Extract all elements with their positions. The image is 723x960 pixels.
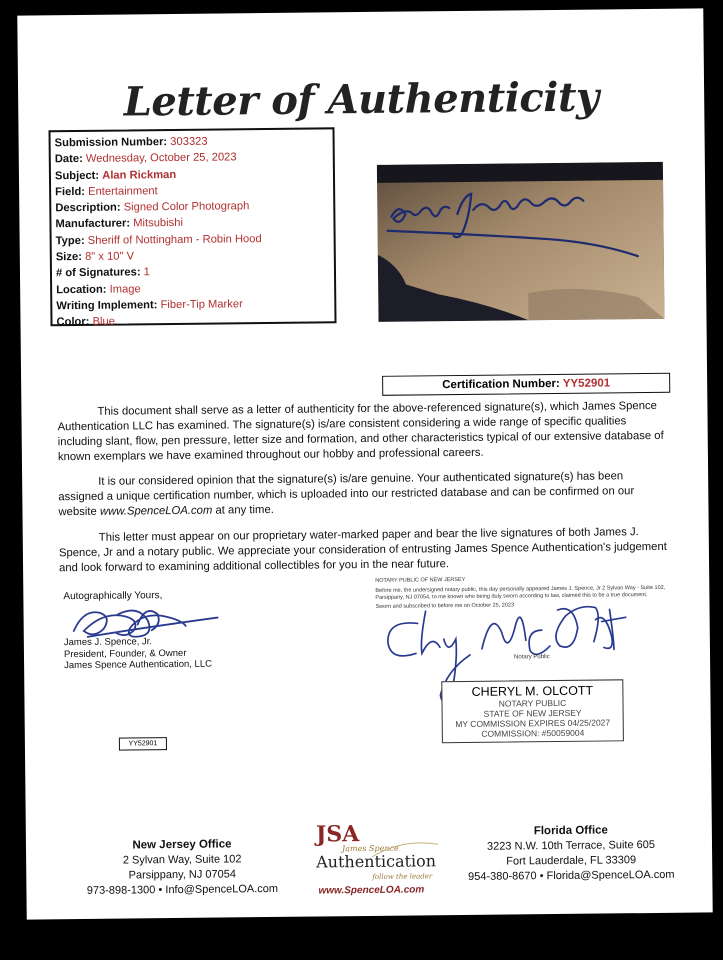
signer-name: James J. Spence, Jr. (63, 636, 153, 649)
jsa-logo (302, 816, 448, 898)
info-row: # of Signatures: 1 (55, 266, 150, 280)
notary-heading: NOTARY PUBLIC OF NEW JERSEY (375, 576, 466, 584)
submission-info-box (48, 127, 336, 329)
nj-office-block: New Jersey Office 2 Sylvan Way, Suite 102 Parsippany, NJ 07054 973-898-1300 • Info@SpenceLOA.com (86, 838, 279, 897)
notary-sworn: Sworn and subscribed to before me on October 25, 2023 (375, 602, 515, 610)
info-row: Subject: Alan Rickman (54, 168, 177, 182)
info-row: Writing Implement: Fiber-Tip Marker (56, 298, 243, 313)
nj-email-link[interactable]: Info@SpenceLOA.com (165, 882, 279, 897)
notary-name: CHERYL M. OLCOTT (471, 683, 594, 699)
notary-signature-caption: Notary Public (514, 654, 550, 661)
logo-tagline: follow the leader (372, 872, 433, 881)
info-row: Field: Entertainment (55, 185, 158, 199)
signer-company: James Spence Authentication, LLC (64, 658, 213, 672)
signed-photo-image (377, 162, 665, 322)
info-row: Color: Blue (56, 315, 116, 329)
info-row: Size: 8" x 10" V (55, 250, 135, 264)
reference-number-sticker: YY52901 (119, 737, 167, 751)
website-link[interactable]: www.SpenceLOA.com (99, 504, 213, 518)
fl-office-block: Florida Office 3223 N.W. 10th Terrace, Suite 605 Fort Lauderdale, FL 33309 954-380-8670 • Florida@SpenceLOA.com (468, 824, 675, 883)
signer-role: President, Founder, & Owner (63, 647, 187, 660)
logo-authentication: Authentication (316, 851, 437, 872)
signer-block (64, 636, 212, 672)
logo-brand: James Spence (341, 843, 399, 854)
page-title: Letter of Authenticity (123, 73, 599, 126)
info-row: Location: Image (56, 283, 141, 296)
fl-email-link[interactable]: Florida@SpenceLOA.com (546, 868, 675, 883)
paragraph-examination: This document shall serve as a letter of authenticity for the above-referenced signature(s), which James Spence Authentication LLC has examined. The signature(s) is/are consistent considering a wide range of specific qualities including slant, flow, pen pressure, letter size and formation, and other characteristics typical of our extensive database of known exemplars we have examined throughout our hobby and professional careers. (57, 399, 664, 464)
info-row: Submission Number: 303323 (54, 135, 208, 150)
info-row: Manufacturer: Mitsubishi (55, 217, 183, 231)
paragraph-opinion: It is our considered opinion that the signature(s) is/are genuine. Your authenticated signature(s) has been assigned a unique certification number, which is uploaded into our restricted database and can be confirmed on our website www.SpenceLOA.com at any time. (58, 470, 635, 519)
logo-website[interactable]: www.SpenceLOA.com (318, 884, 425, 897)
paragraph-requirements: This letter must appear on our proprietary water-marked paper and bear the live signatures of both James J. Spence, Jr and a notary public. We appreciate your consideration of entrusting James Spence Authentication's judgement and look forward to examining additional collectibles for you in the near future. (58, 526, 667, 575)
logo-jsa: JSA (315, 821, 360, 848)
closing-text: Autographically Yours, (63, 590, 163, 603)
certification-number-box: Certification Number: YY52901 (382, 373, 670, 396)
info-row: Type: Sheriff of Nottingham - Robin Hood (55, 232, 262, 248)
info-row: Date: Wednesday, October 25, 2023 (54, 151, 237, 166)
notary-text: Before me, the undersigned notary public, this day personally appeared James J. Spence, Jr 2 Sylvan Way - Suite 102, Parsippany, NJ 07054, to me known who being duly sworn according to law, claimed this to be a true document. (375, 584, 666, 601)
letter-page (17, 8, 712, 919)
notary-stamp: CHERYL M. OLCOTT NOTARY PUBLIC STATE OF NEW JERSEY MY COMMISSION EXPIRES 04/25/2027 COMMISSION: #50059004 (441, 679, 624, 743)
info-row: Description: Signed Color Photograph (55, 200, 250, 215)
